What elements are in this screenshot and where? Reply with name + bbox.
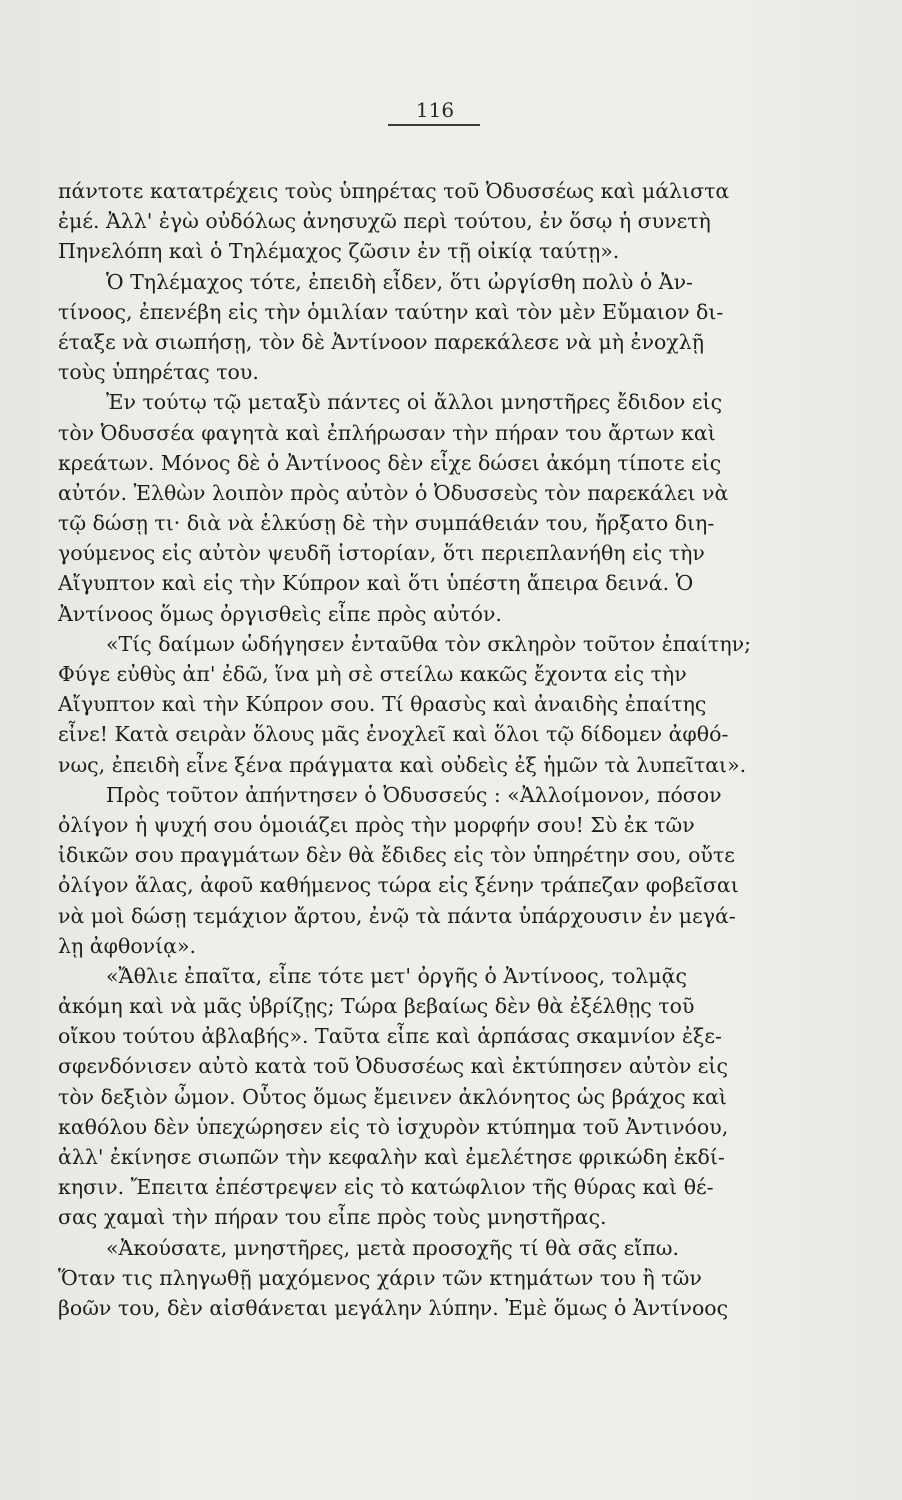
text-line: αὐτόν. Ἐλθὼν λοιπὸν πρὸς αὐτὸν ὁ Ὀδυσσεὺς τὸν παρεκάλει νὰ [58,480,729,505]
text-line: ἀκόμη καὶ νὰ μᾶς ὑβρίζῃς; Τώρα βεβαίως δὲν θὰ ἐξέλθῃς τοῦ [58,994,695,1019]
text-line: λῃ ἀφθονίᾳ». [58,933,197,958]
body-text [58,176,844,1323]
text-line: Αἴγυπτον καὶ εἰς τὴν Κύπρον καὶ ὅτι ὑπέστη ἄπειρα δεινά. Ὁ [58,571,694,596]
text-line: Πηνελόπη καὶ ὁ Τηλέμαχος ζῶσιν ἐν τῇ οἰκίᾳ ταύτῃ». [58,239,620,264]
text-line: «Ἄθλιε ἐπαῖτα, εἶπε τότε μετ' ὀργῆς ὁ Ἀντίνοος, τολμᾷς [106,963,687,988]
text-line: Αἴγυπτον καὶ τὴν Κύπρον σου. Τί θρασὺς καὶ ἀναιδὴς ἐπαίτης [58,692,707,717]
text-line: νὰ μοὶ δώσῃ τεμάχιον ἄρτου, ἐνῷ τὰ πάντα ὑπάρχουσιν ἐν μεγά- [58,903,736,928]
text-line: έταξε νὰ σιωπήσῃ, τὸν δὲ Ἀντίνοον παρεκάλεσε νὰ μὴ ἐνοχλῇ [58,329,704,354]
text-line: ἰδικῶν σου πραγμάτων δὲν θὰ ἔδιδες εἰς τὸν ὑπηρέτην σου, οὔτε [58,843,735,868]
text-line: καθόλου δὲν ὑπεχώρησεν εἰς τὸ ἰσχυρὸν κτύπημα τοῦ Ἀντινόου, [58,1114,729,1139]
text-line: κησιν. Ἔπειτα ἐπέστρεψεν εἰς τὸ κατώφλιον τῆς θύρας καὶ θέ- [58,1175,714,1200]
text-line: «Ἀκούσατε, μνηστῆρες, μετὰ προσοχῆς τί θὰ σᾶς εἴπω. [106,1235,680,1260]
text-line: γούμενος εἰς αὐτὸν ψευδῆ ἱστορίαν, ὅτι περιεπλανήθη εἰς τὴν [58,541,705,566]
text-line: Ὅταν τις πληγωθῇ μαχόμενος χάριν τῶν κτημάτων του ἢ τῶν [58,1265,702,1290]
text-line: Πρὸς τοῦτον ἀπήντησεν ὁ Ὀδυσσεύς : «Ἀλλοίμονον, πόσον [106,782,722,807]
text-line: βοῶν του, δὲν αἰσθάνεται μεγάλην λύπην. Ἐμὲ ὅμως ὁ Ἀντίνοος [58,1295,729,1320]
text-line: Ἐν τούτῳ τῷ μεταξὺ πάντες οἱ ἄλλοι μνηστῆρες ἔδιδον εἰς [106,390,723,415]
text-line: τὸν Ὀδυσσέα φαγητὰ καὶ ἐπλήρωσαν τὴν πήραν του ἄρτων καὶ [58,420,716,445]
text-line: σας χαμαὶ τὴν πήραν του εἶπε πρὸς τοὺς μνηστῆρας. [58,1205,607,1230]
text-line: Ἀντίνοος ὅμως ὀργισθεὶς εἶπε πρὸς αὐτόν. [58,601,502,626]
text-line: πάντοτε κατατρέχεις τοὺς ὑπηρέτας τοῦ Ὀδυσσέως καὶ μάλιστα [58,179,730,203]
page-number-rule [388,124,480,126]
text-line: νως, ἐπειδὴ εἶνε ξένα πράγματα καὶ οὐδεὶς ἐξ ἡμῶν τὰ λυπεῖται». [58,752,747,777]
page-number: 116 [415,98,455,122]
text-line: σφενδόνισεν αὐτὸ κατὰ τοῦ Ὀδυσσέως καὶ ἐκτύπησεν αὐτὸν εἰς [58,1054,728,1079]
text-line: εἶνε! Κατὰ σειρὰν ὅλους μᾶς ἐνοχλεῖ καὶ ὅλοι τῷ δίδομεν ἀφθό- [58,722,729,747]
text-line: ὀλίγον ἡ ψυχή σου ὁμοιάζει πρὸς τὴν μορφήν σου! Σὺ ἐκ τῶν [58,812,695,837]
text-line: Φύγε εὐθὺς ἀπ' ἐδῶ, ἵνα μὴ σὲ στείλω κακῶς ἔχοντα εἰς τὴν [58,662,687,686]
text-line: ἀλλ' ἐκίνησε σιωπῶν τὴν κεφαλὴν καὶ ἐμελέτησε φρικώδη ἐκδί- [58,1145,725,1169]
text-line: ἐμέ. Ἀλλ' ἐγὼ οὐδόλως ἀνησυχῶ περὶ τούτου, ἐν ὅσῳ ἡ συνετὴ [58,209,711,234]
text-line: κρεάτων. Μόνος δὲ ὁ Ἀντίνοος δὲν εἶχε δώσει ἀκόμη τίποτε εἰς [58,450,722,475]
text-line: τοὺς ὑπηρέτας του. [58,360,259,385]
text-line: ὀλίγον ἅλας, ἀφοῦ καθήμενος τώρα εἰς ξένην τράπεζαν φοβεῖσαι [58,873,739,898]
text-line: Ὁ Τηλέμαχος τότε, ἐπειδὴ εἶδεν, ὅτι ὠργίσθη πολὺ ὁ Ἀν- [106,269,693,294]
text-line: οἴκου τούτου ἀβλαβής». Ταῦτα εἶπε καὶ ἁρπάσας σκαμνίον ἐξε- [58,1024,722,1049]
text-line: τῷ δώσῃ τι· διὰ νὰ ἑλκύσῃ δὲ τὴν συμπάθειάν του, ἤρξατο διη- [58,511,715,536]
text-line: «Τίς δαίμων ὡδήγησεν ἐνταῦθα τὸν σκληρὸν τοῦτον ἐπαίτην; [106,631,752,656]
text-line: τίνοος, ἐπενέβη εἰς τὴν ὁμιλίαν ταύτην καὶ τὸν μὲν Εὔμαιον δι- [58,299,724,324]
text-line: τὸν δεξιὸν ὦμον. Οὗτος ὅμως ἔμεινεν ἀκλόνητος ὡς βράχος καὶ [58,1084,727,1109]
